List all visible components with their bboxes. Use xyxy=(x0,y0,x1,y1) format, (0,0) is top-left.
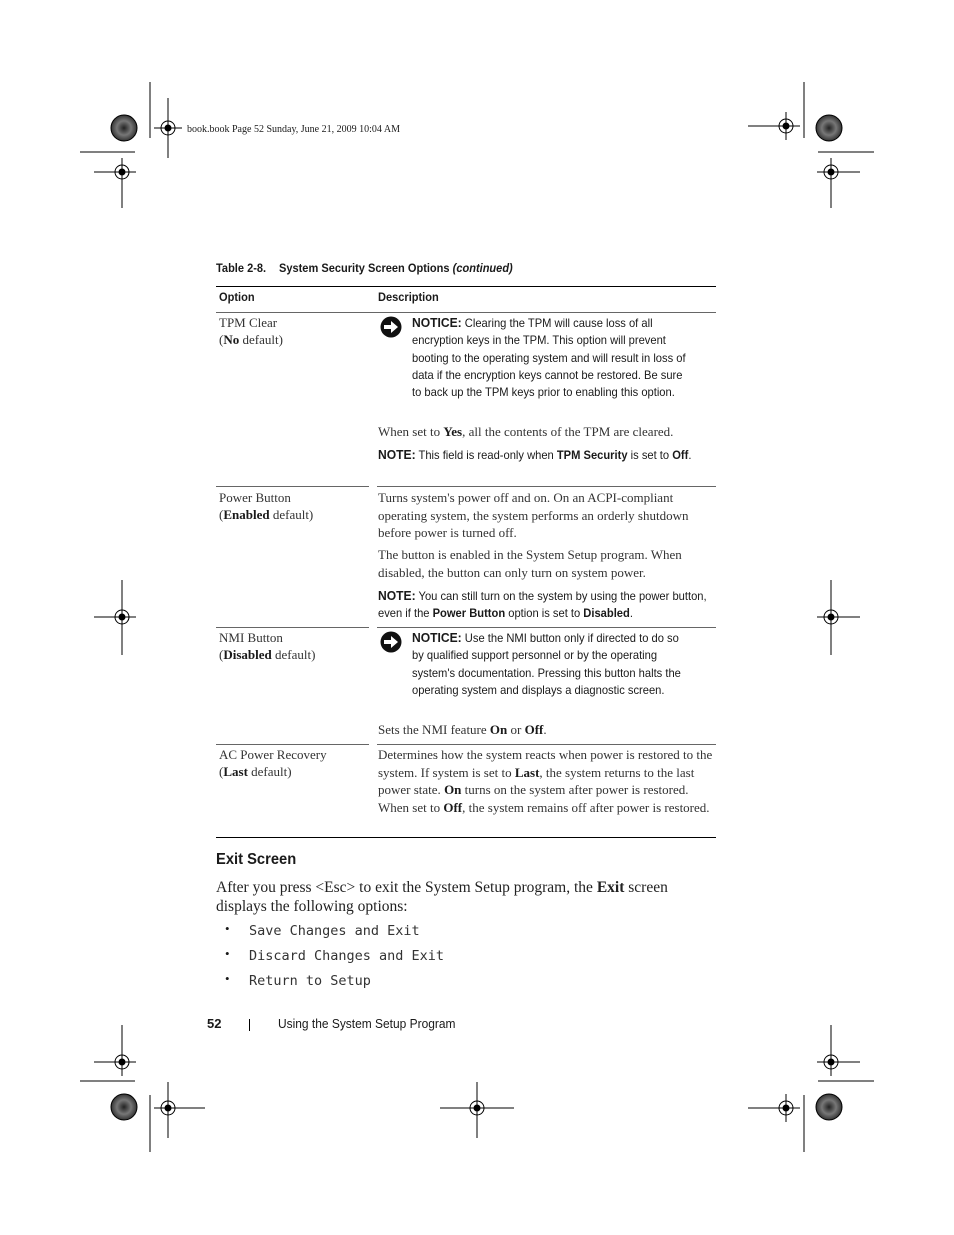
column-header-option: Option xyxy=(219,290,255,304)
option-name: TPM Clear xyxy=(219,315,278,330)
table-row-option xyxy=(219,314,369,348)
description-text: Determines how the system reacts when power is restored to the system. If system is set to Last, the system returns to the last power state. On turns on the system after power is restored. When set to Off, the system remains off after power is restored. xyxy=(378,747,713,815)
notice-text: NOTICE: Clearing the TPM will cause loss of all encryption keys in the TPM. This option will prevent booting to the operating system and will result in loss of data if the encryption keys cannot be restored. Be sure to back up the TPM keys prior to enabling this option. xyxy=(412,315,686,400)
table-row-option xyxy=(219,629,369,663)
option-name: AC Power Recovery xyxy=(219,747,327,762)
option-default: (Last default) xyxy=(219,764,292,779)
row-divider xyxy=(216,744,369,745)
option-default: (Disabled default) xyxy=(219,647,316,662)
list-item: Discard Changes and Exit xyxy=(249,948,445,964)
list-item: Return to Setup xyxy=(249,973,371,989)
notice-block xyxy=(378,314,714,418)
section-heading: Exit Screen xyxy=(216,851,297,868)
description-text: The button is enabled in the System Setup program. When disabled, the button can only turn on system power. xyxy=(378,547,682,580)
option-default: (Enabled default) xyxy=(219,507,314,522)
row-divider xyxy=(216,627,369,628)
row-divider xyxy=(377,486,716,487)
notice-arrow-icon xyxy=(380,316,402,338)
table-bottom-rule xyxy=(216,837,716,838)
table-row-option xyxy=(219,746,369,780)
notice-block xyxy=(378,629,714,717)
bullet-icon: • xyxy=(225,971,230,986)
option-default: (No default) xyxy=(219,332,283,347)
row-divider xyxy=(377,627,716,628)
description-text: Sets the NMI feature On or Off. xyxy=(378,722,547,737)
table-row-option xyxy=(219,489,369,523)
bullet-icon: • xyxy=(225,946,230,961)
footer-chapter-title: Using the System Setup Program xyxy=(278,1016,456,1031)
notice-text: NOTICE: Use the NMI button only if directed to do so by qualified support personnel or by the operating system's documentation. Pressing this button halts the operating system and displays a diagnostic screen. xyxy=(412,630,681,697)
table-caption xyxy=(216,261,513,275)
notice-arrow-icon xyxy=(380,631,402,653)
footer-divider xyxy=(249,1019,250,1031)
row-divider xyxy=(216,486,369,487)
rosette-icon xyxy=(111,115,137,141)
body-paragraph: After you press <Esc> to exit the System Setup program, the Exit screen displays the following options: xyxy=(216,879,668,915)
option-name: Power Button xyxy=(219,490,291,505)
header-rule xyxy=(216,312,716,313)
print-header: book.book Page 52 Sunday, June 21, 2009 10:04 AM xyxy=(187,124,400,135)
table-title: System Security Screen Options xyxy=(278,261,450,275)
list-item: Save Changes and Exit xyxy=(249,923,420,939)
table-number: Table 2-8. xyxy=(216,261,267,275)
description-text: Turns system's power off and on. On an ACPI-compliant operating system, the system performs an orderly shutdown before power is turned off. xyxy=(378,490,689,540)
note-block: NOTE: You can still turn on the system by using the power button, even if the Power Button option is set to Disabled. xyxy=(378,588,707,621)
page-number: 52 xyxy=(207,1016,222,1031)
note-block: NOTE: This field is read-only when TPM Security is set to Off. xyxy=(378,447,692,462)
option-name: NMI Button xyxy=(219,630,283,645)
row-divider xyxy=(377,744,716,745)
table-continued: (continued) xyxy=(452,261,513,275)
bullet-icon: • xyxy=(225,921,230,936)
description-text: When set to Yes, all the contents of the TPM are cleared. xyxy=(378,424,674,439)
column-header-description: Description xyxy=(378,290,439,304)
table-top-rule xyxy=(216,286,716,287)
